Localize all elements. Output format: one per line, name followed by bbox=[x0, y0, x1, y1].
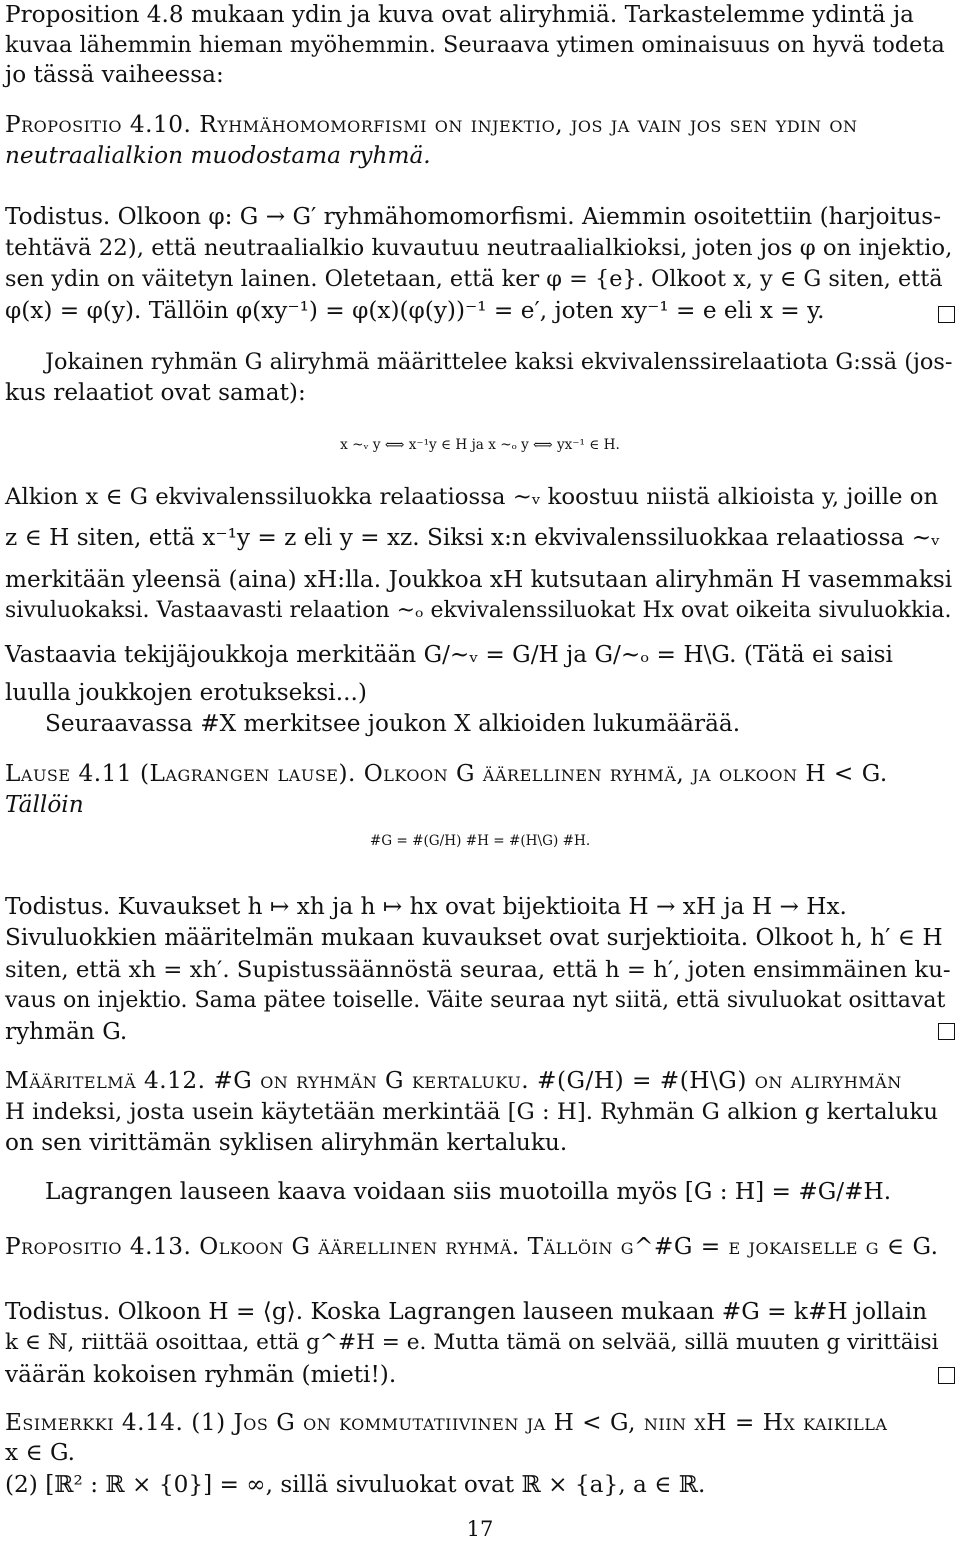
qed-box bbox=[938, 306, 955, 323]
text-line: väärän kokoisen ryhmän (mieti!). bbox=[5, 1361, 397, 1388]
text-line: on sen virittämän syklisen aliryhmän kertaluku. bbox=[5, 1129, 568, 1156]
definition-heading: Määritelmä 4.12. #G on ryhmän G kertaluku. #(G/H) = #(H\G) on aliryhmän bbox=[5, 1067, 902, 1094]
text-line: (2) [ℝ² : ℝ × {0}] = ∞, sillä sivuluokat ovat ℝ × {a}, a ∈ ℝ. bbox=[5, 1471, 706, 1498]
text-line: ryhmän G. bbox=[5, 1018, 128, 1045]
text-line: luulla joukkojen erotukseksi...) bbox=[5, 679, 367, 706]
theorem-heading: Lause 4.11 (Lagrangen lause). Olkoon G äärellinen ryhmä, ja olkoon H < G. bbox=[5, 760, 888, 787]
text-line: Tällöin bbox=[5, 791, 84, 818]
text-line: x ∈ G. bbox=[5, 1439, 76, 1466]
text-line: sivuluokaksi. Vastaavasti relaation ~ₒ ekvivalenssiluokat Hx ovat oikeita sivuluokkia. bbox=[5, 598, 952, 623]
text-line: φ(x) = φ(y). Tällöin φ(xy⁻¹) = φ(x)(φ(y))⁻¹ = e′, joten xy⁻¹ = e eli x = y. bbox=[5, 297, 825, 324]
text-line: k ∈ ℕ, riittää osoittaa, että g^#H = e. Mutta tämä on selvää, sillä muuten g virittäisi bbox=[5, 1330, 939, 1355]
text-line: Seuraavassa #X merkitsee joukon X alkioiden lukumäärää. bbox=[45, 710, 741, 737]
text-line: Proposition 4.8 mukaan ydin ja kuva ovat aliryhmiä. Tarkastelemme ydintä ja bbox=[5, 1, 914, 28]
proof-line: Todistus. Olkoon H = ⟨g⟩. Koska Lagrangen lauseen mukaan #G = k#H jollain bbox=[5, 1298, 928, 1325]
proposition-heading: Propositio 4.13. Olkoon G äärellinen ryhmä. Tällöin g^#G = e jokaiselle g ∈ G. bbox=[5, 1233, 939, 1260]
qed-box bbox=[938, 1367, 955, 1384]
text-line: tehtävä 22), että neutraalialkio kuvautuu neutraalialkioksi, joten jos φ on injektio, bbox=[5, 235, 953, 261]
text-line: z ∈ H siten, että x⁻¹y = z eli y = xz. Siksi x:n ekvivalenssiluokkaa relaatiossa ~ᵥ bbox=[5, 524, 940, 551]
display-equation: x ~ᵥ y ⟺ x⁻¹y ∈ H ja x ~ₒ y ⟺ yx⁻¹ ∈ H. bbox=[340, 437, 620, 453]
text-line: Lagrangen lauseen kaava voidaan siis muotoilla myös [G : H] = #G/#H. bbox=[45, 1178, 892, 1205]
text-line: vaus on injektio. Sama pätee toiselle. Väite seuraa nyt siitä, että sivuluokat osittavat bbox=[5, 988, 946, 1013]
text-line: kuvaa lähemmin hieman myöhemmin. Seuraava ytimen ominaisuus on hyvä todeta bbox=[5, 32, 945, 58]
display-equation: #G = #(G/H) #H = #(H\G) #H. bbox=[369, 833, 591, 849]
text-line: kus relaatiot ovat samat): bbox=[5, 379, 306, 406]
text-line: Jokainen ryhmän G aliryhmä määrittelee kaksi ekvivalenssirelaatiota G:ssä (jos- bbox=[45, 349, 953, 375]
text-line: jo tässä vaiheessa: bbox=[5, 61, 224, 88]
proof-line: Todistus. Olkoon φ: G → G′ ryhmähomomorfismi. Aiemmin osoitettiin (harjoitus- bbox=[5, 203, 942, 230]
text-line: H indeksi, josta usein käytetään merkintää [G : H]. Ryhmän G alkion g kertaluku bbox=[5, 1099, 939, 1125]
text-line: sen ydin on väitetyn lainen. Oletetaan, että ker φ = {e}. Olkoot x, y ∈ G siten, että bbox=[5, 266, 943, 292]
proposition-heading: Propositio 4.10. Ryhmähomomorfismi on injektio, jos ja vain jos sen ydin on bbox=[5, 111, 858, 138]
text-line: Vastaavia tekijäjoukkoja merkitään G/~ᵥ = G/H ja G/~ₒ = H\G. (Tätä ei saisi bbox=[5, 641, 893, 668]
text-line: siten, että xh = xh′. Supistussäännöstä seuraa, että h = h′, joten ensimmäinen ku- bbox=[5, 957, 951, 983]
text-line: merkitään yleensä (aina) xH:lla. Joukkoa xH kutsutaan aliryhmän H vasemmaksi bbox=[5, 566, 953, 593]
example-heading: Esimerkki 4.14. (1) Jos G on kommutatiivinen ja H < G, niin xH = Hx kaikilla bbox=[5, 1409, 888, 1436]
text-line: Sivuluokkien määritelmän mukaan kuvaukset ovat surjektioita. Olkoot h, h′ ∈ H bbox=[5, 924, 943, 951]
proof-line: Todistus. Kuvaukset h ↦ xh ja h ↦ hx ovat bijektioita H → xH ja H → Hx. bbox=[5, 893, 847, 920]
text-line: neutraalialkion muodostama ryhmä. bbox=[5, 142, 431, 169]
page-number: 17 bbox=[466, 1517, 494, 1541]
qed-box bbox=[938, 1023, 955, 1040]
text-line: Alkion x ∈ G ekvivalenssiluokka relaatiossa ~ᵥ koostuu niistä alkioista y, joille on bbox=[5, 484, 939, 510]
